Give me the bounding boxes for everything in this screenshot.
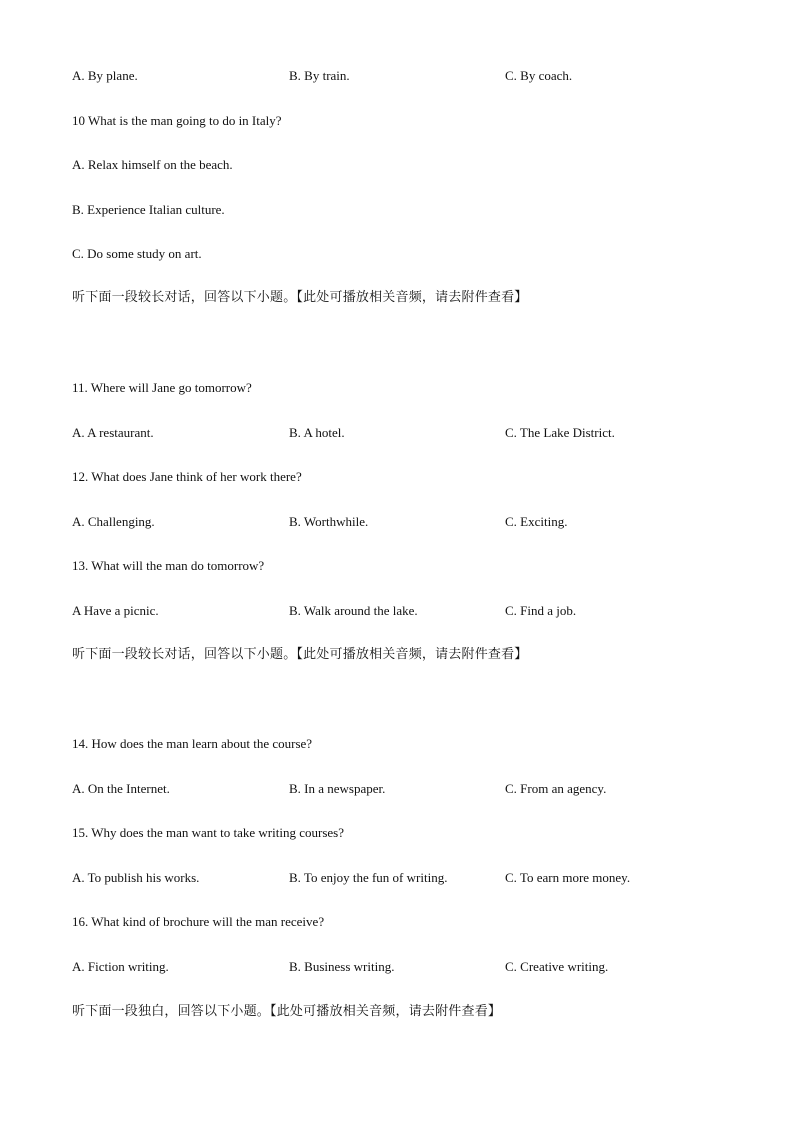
q14-option-a: A. On the Internet. bbox=[72, 781, 170, 796]
q9-option-b: B. By train. bbox=[289, 68, 350, 83]
q12-question: 12. What does Jane think of her work there? bbox=[72, 469, 302, 484]
q10-option-b: B. Experience Italian culture. bbox=[72, 202, 225, 217]
section-instruction-1: 听下面一段较长对话，回答以下小题。【此处可播放相关音频，请去附件查看】 bbox=[72, 290, 528, 305]
q13-option-a: A Have a picnic. bbox=[72, 603, 159, 618]
section-instruction-2: 听下面一段较长对话，回答以下小题。【此处可播放相关音频，请去附件查看】 bbox=[72, 647, 528, 662]
q16-option-a: A. Fiction writing. bbox=[72, 959, 169, 974]
q14-option-b: B. In a newspaper. bbox=[289, 781, 386, 796]
q12-option-a: A. Challenging. bbox=[72, 514, 155, 529]
q15-option-c: C. To earn more money. bbox=[505, 870, 631, 885]
q13-option-b: B. Walk around the lake. bbox=[289, 603, 418, 618]
q9-option-a: A. By plane. bbox=[72, 68, 138, 83]
q11-option-a: A. A restaurant. bbox=[72, 425, 154, 440]
q12-option-c: C. Exciting. bbox=[505, 514, 568, 529]
q11-question: 11. Where will Jane go tomorrow? bbox=[72, 380, 252, 395]
q15-option-a: A. To publish his works. bbox=[72, 870, 200, 885]
q16-question: 16. What kind of brochure will the man receive? bbox=[72, 914, 325, 929]
q15-option-b: B. To enjoy the fun of writing. bbox=[289, 870, 448, 885]
q13-question: 13. What will the man do tomorrow? bbox=[72, 558, 265, 573]
q14-option-c: C. From an agency. bbox=[505, 781, 607, 796]
q9-option-c: C. By coach. bbox=[505, 68, 573, 83]
q11-option-b: B. A hotel. bbox=[289, 425, 345, 440]
q11-option-c: C. The Lake District. bbox=[505, 425, 615, 440]
q16-option-b: B. Business writing. bbox=[289, 959, 395, 974]
q12-option-b: B. Worthwhile. bbox=[289, 514, 369, 529]
q13-option-c: C. Find a job. bbox=[505, 603, 577, 618]
section-instruction-3: 听下面一段独白，回答以下小题。【此处可播放相关音频，请去附件查看】 bbox=[72, 1004, 502, 1019]
q15-question: 15. Why does the man want to take writing courses? bbox=[72, 825, 344, 840]
q10-option-a: A. Relax himself on the beach. bbox=[72, 157, 233, 172]
q16-option-c: C. Creative writing. bbox=[505, 959, 609, 974]
q14-question: 14. How does the man learn about the course? bbox=[72, 736, 313, 751]
q10-question: 10 What is the man going to do in Italy? bbox=[72, 113, 282, 128]
q10-option-c: C. Do some study on art. bbox=[72, 246, 202, 261]
